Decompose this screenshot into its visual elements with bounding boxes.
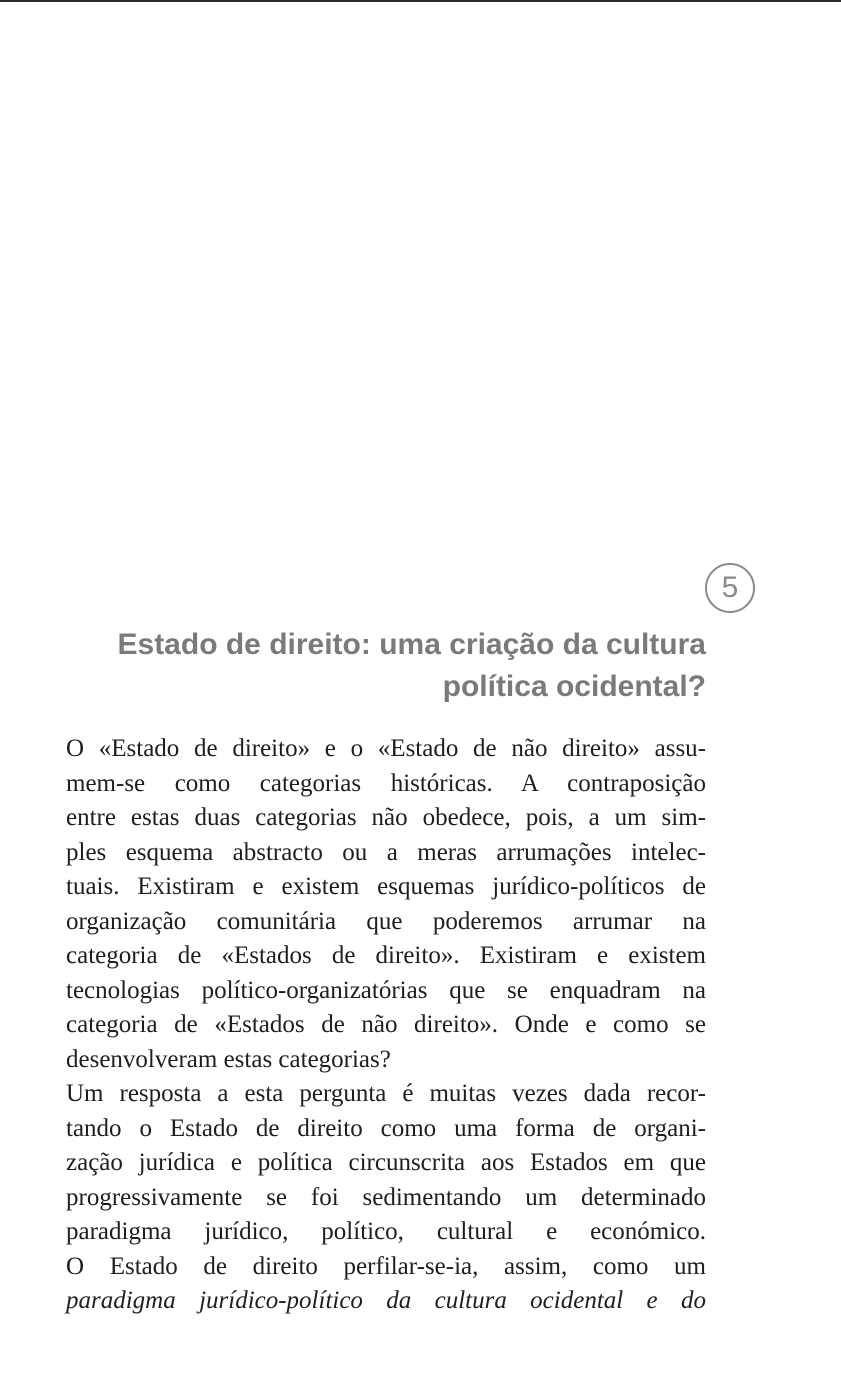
body-line: O Estado de direito perfilar-se-ia, assim, como um bbox=[66, 1252, 706, 1280]
body-line: progressivamente se foi sedimentando um determinado bbox=[66, 1183, 706, 1211]
chapter-number-badge bbox=[705, 563, 755, 613]
body-line-italic: paradigma jurídico-político da cultura ocidental e do bbox=[66, 1287, 706, 1314]
chapter-title-line-1: Estado de direito: uma criação da cultura bbox=[117, 628, 706, 661]
top-rule bbox=[0, 0, 841, 2]
chapter-number: 5 bbox=[721, 571, 739, 604]
body-line: organização comunitária que poderemos arrumar na bbox=[66, 907, 706, 935]
body-paragraphs bbox=[66, 732, 706, 1319]
body-line: tecnologias político-organizatórias que se enquadram na bbox=[66, 976, 706, 1004]
body-line: O «Estado de direito» e o «Estado de não direito» assu- bbox=[66, 735, 706, 762]
body-line: zação jurídica e política circunscrita aos Estados em que bbox=[66, 1149, 706, 1176]
body-line: Um resposta a esta pergunta é muitas vezes dada recor- bbox=[66, 1080, 706, 1107]
body-line: categoria de «Estados de direito». Existiram e existem bbox=[66, 942, 706, 969]
body-line: tuais. Existiram e existem esquemas jurídico-políticos de bbox=[66, 873, 706, 900]
chapter-title bbox=[60, 624, 706, 708]
body-line: categoria de «Estados de não direito». Onde e como se bbox=[66, 1011, 706, 1038]
body-line: paradigma jurídico, político, cultural e económico. bbox=[66, 1218, 706, 1245]
body-line: desenvolveram estas categorias? bbox=[66, 1045, 391, 1073]
body-line: mem-se como categorias históricas. A contraposição bbox=[66, 769, 706, 797]
body-line: tando o Estado de direito como uma forma de organi- bbox=[66, 1114, 706, 1142]
chapter-title-line-2: política ocidental? bbox=[442, 670, 706, 703]
body-line: ples esquema abstracto ou a meras arrumações intelec- bbox=[66, 838, 706, 866]
body-line: entre estas duas categorias não obedece, pois, a um sim- bbox=[66, 804, 706, 831]
